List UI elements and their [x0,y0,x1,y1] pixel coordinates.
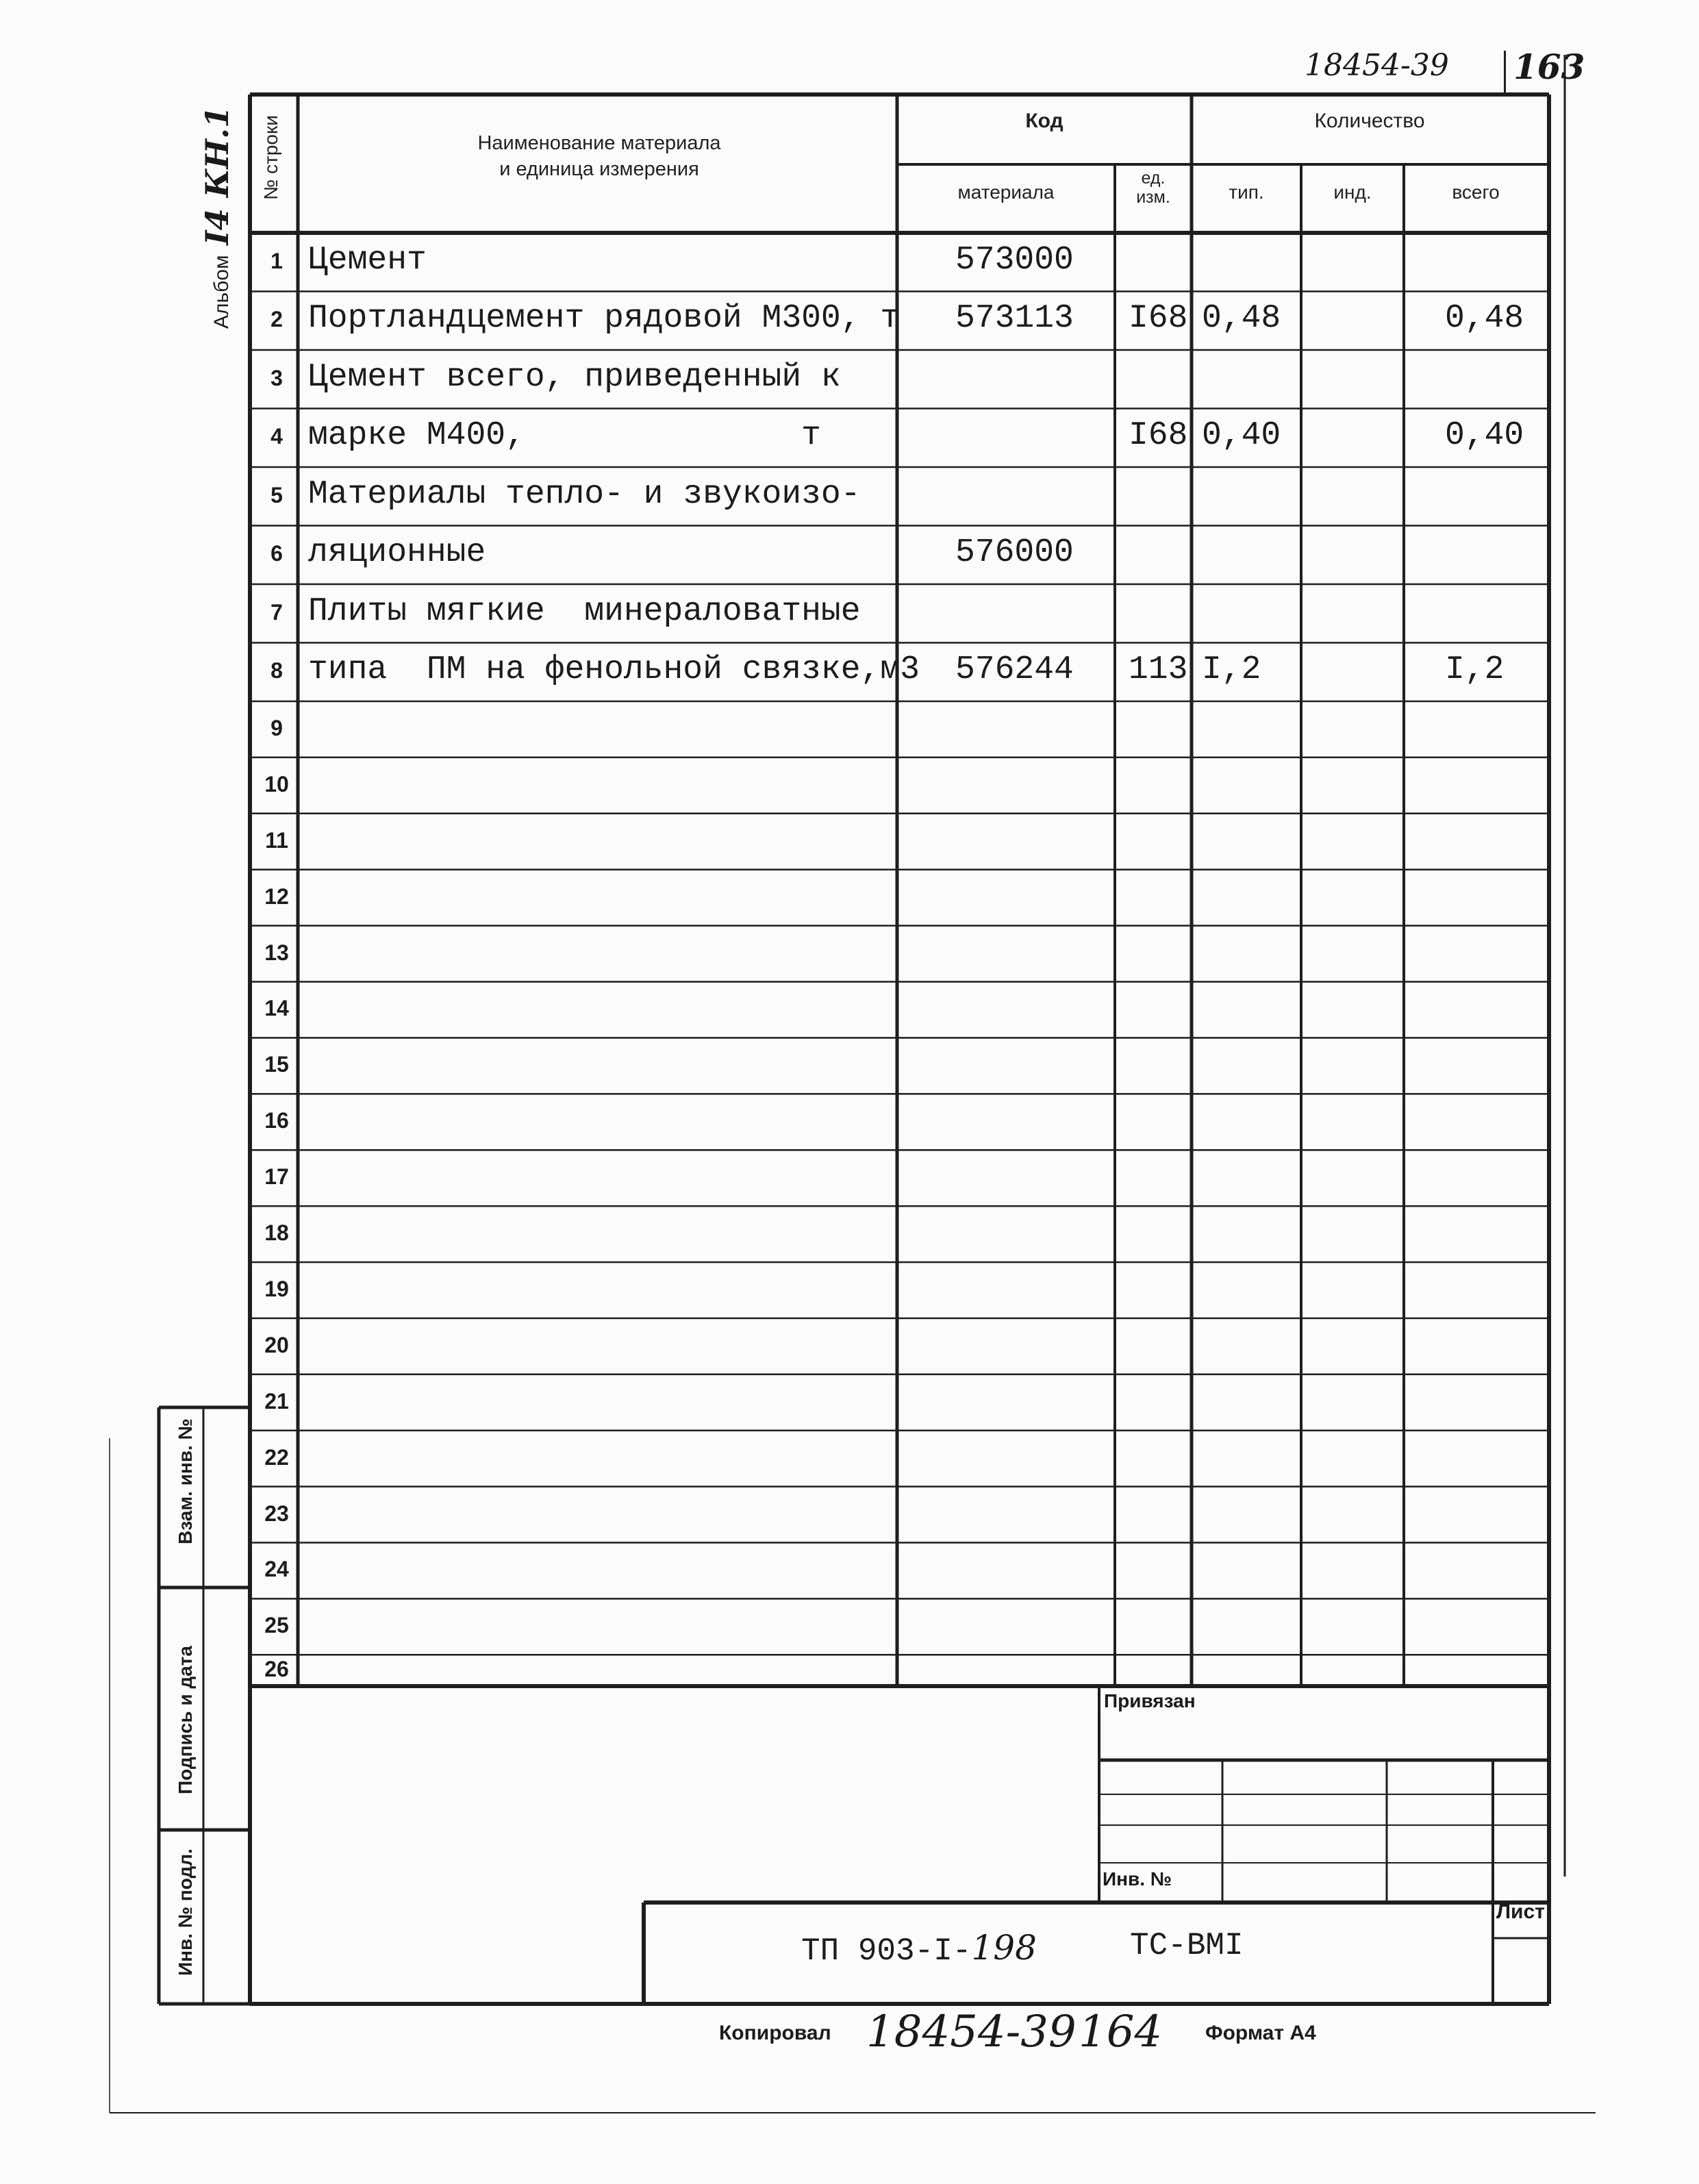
row-number: 7 [270,599,283,625]
top-number: 18454-39 [1305,48,1449,83]
row-unit-code: 113 [1129,651,1188,689]
row-number: 4 [270,424,283,449]
row-material-name: Цемент [308,241,427,279]
row-number: 14 [264,996,289,1021]
row-number: 19 [264,1276,289,1301]
row-number: 26 [264,1657,289,1682]
row-number: 17 [264,1164,289,1190]
row-material-name: Цемент всего, приведенный к [308,358,841,396]
side-vzam-inv: Взам. инв. № [175,1418,196,1544]
row-qty-typ: I,2 [1202,651,1261,689]
header-row-number: № строки [260,115,281,200]
row-number: 1 [270,248,283,273]
row-material-code: 576244 [955,651,1074,689]
row-number: 3 [270,365,283,390]
row-number: 16 [264,1108,289,1133]
row-number: 23 [264,1501,289,1526]
row-number: 6 [270,541,283,566]
album-label-text: Альбом [210,255,233,329]
row-number: 8 [270,658,283,683]
stamp-privyazan: Привязан [1104,1690,1196,1711]
header-qty-total: всего [1452,181,1500,203]
row-number: 11 [265,827,288,853]
stamp-list: Лист [1496,1900,1545,1923]
row-number: 18 [264,1220,289,1246]
row-number: 2 [270,307,283,332]
header-qty-group: Количество [1314,110,1425,132]
row-qty-total: 0,48 [1445,300,1524,338]
row-material-code: 576000 [955,534,1074,572]
stamp-inv-no: Инв. № [1103,1868,1172,1890]
header-code-material: материала [957,181,1055,203]
footer-format: Формат А4 [1205,2022,1316,2044]
row-material-name: ляционные [308,534,486,572]
row-number: 13 [264,940,289,965]
row-number: 10 [264,771,289,796]
row-material-name: Материалы тепло- и звукоизо- [308,475,861,513]
side-inv-podl: Инв. № подл. [175,1848,196,1976]
header-qty-typ: тип. [1229,181,1264,203]
page-number: 163 [1513,47,1585,87]
footer-kopiroval: Копировал [719,2022,831,2044]
stamp-doc-code [801,1928,1037,1969]
row-number: 20 [264,1332,289,1357]
row-number: 9 [270,715,283,740]
row-number: 25 [264,1613,289,1638]
page-number-separator [1504,51,1506,93]
row-material-code: 573000 [955,241,1074,279]
row-material-name: типа ПМ на фенольной связке,м3 [308,651,920,689]
row-unit-code: I68 [1129,300,1188,338]
album-label [199,96,240,329]
row-material-code: 573113 [955,300,1074,338]
side-podpis-data: Подпись и дата [175,1646,196,1794]
row-material-name: Плиты мягкие минераловатные [308,592,861,630]
header-qty-ind: инд. [1333,181,1372,203]
doc-code-printed: ТП 903-I- [801,1933,972,1969]
header-name: Наименование материала и единица измерения [477,132,721,180]
row-qty-typ: 0,40 [1202,417,1281,455]
row-number: 12 [264,883,289,909]
row-qty-total: 0,40 [1445,417,1524,455]
row-material-name: марке М400, т [308,417,821,455]
footer-copy-number: 18454-39 [866,2007,1077,2057]
header-code-group: Код [1025,110,1064,132]
album-label-value: I4 КН.1 [199,106,236,245]
row-number: 21 [264,1388,289,1414]
row-material-name: Портландцемент рядовой М300, т [308,300,901,338]
row-number: 15 [264,1052,289,1077]
doc-code-hand: 198 [971,1928,1037,1968]
row-number: 5 [270,482,283,507]
row-number: 22 [264,1444,289,1470]
row-number: 24 [264,1557,289,1582]
stamp-section: ТС-ВМI [1130,1928,1244,1963]
row-qty-total: I,2 [1445,651,1505,689]
row-qty-typ: 0,48 [1202,300,1281,338]
footer-copy-page: 164 [1079,2007,1163,2057]
row-unit-code: I68 [1129,417,1188,455]
header-code-unit: ед. изм. [1136,168,1170,207]
